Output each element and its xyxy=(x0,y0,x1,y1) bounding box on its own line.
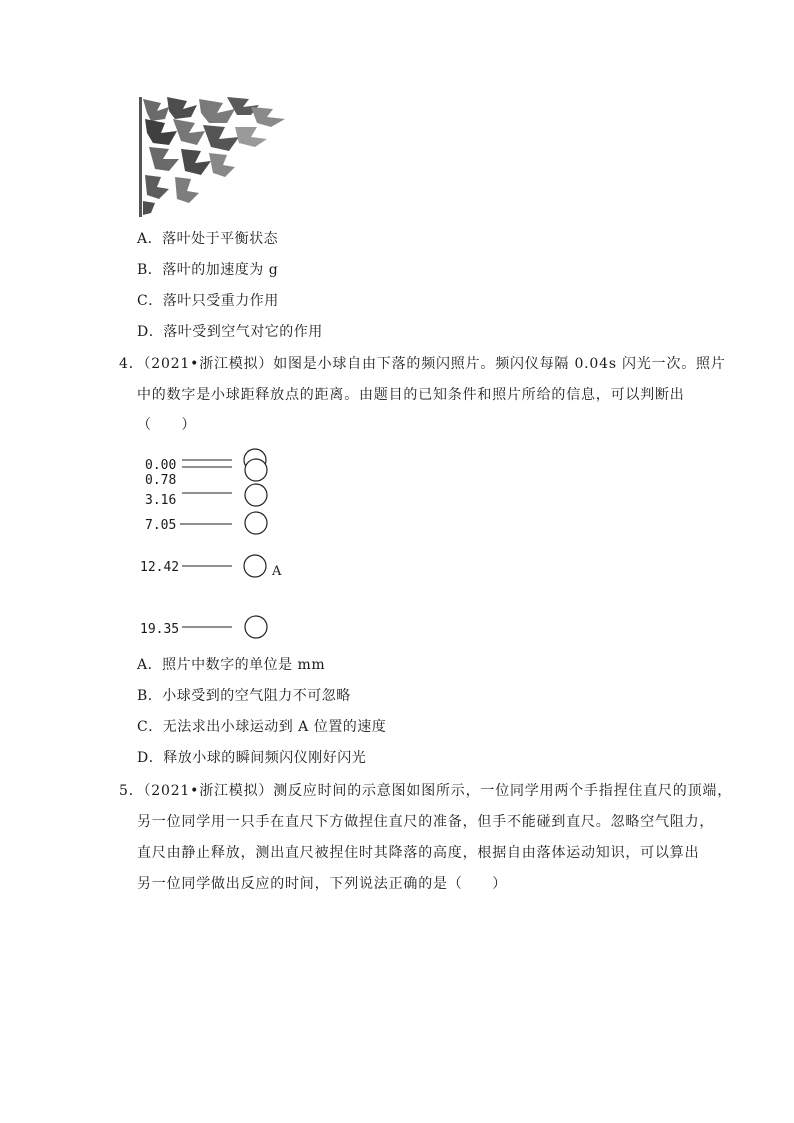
distance-label: 19.35 xyxy=(140,622,180,637)
q4-option-d: D．释放小球的瞬间频闪仪刚好闪光 xyxy=(137,750,367,766)
q4-option-a: A．照片中数字的单位是 mm xyxy=(137,657,326,673)
q5-stem-line-3: 直尺由静止释放，测出直尺被捏住时其降落的高度，根据自由落体运动知识，可以算出 xyxy=(137,845,700,861)
q4-stem-line-1: 4．（2021•浙江模拟）如图是小球自由下落的频闪照片。频闪仪每隔 0.04s 闪光一次。照片 xyxy=(119,356,726,372)
ball xyxy=(245,616,267,638)
q4-stem-line-2: 中的数字是小球距释放点的距离。由题目的已知条件和照片所给的信息，可以判断出 xyxy=(137,387,685,403)
q4-answer-bracket: （ ） xyxy=(137,417,197,433)
q3-option-a: A．落叶处于平衡状态 xyxy=(137,231,279,247)
q5-stem-line-4: 另一位同学做出反应的时间，下列说法正确的是（ ） xyxy=(137,876,507,892)
falling-leaves-image xyxy=(139,97,289,217)
q5-stem-line-2: 另一位同学用一只手在直尺下方做捏住直尺的准备，但手不能碰到直尺。忽略空气阻力， xyxy=(137,814,715,830)
distance-label: 0.00 xyxy=(145,458,177,473)
ball xyxy=(245,512,267,534)
point-a-label: A xyxy=(272,564,282,579)
distance-label: 3.16 xyxy=(145,493,177,508)
q5-stem-line-1: 5．（2021•浙江模拟）测反应时间的示意图如图所示，一位同学用两个手指捏住直尺的顶端， xyxy=(119,783,732,799)
distance-label: 0.78 xyxy=(145,473,177,488)
q3-option-b: B．落叶的加速度为 g xyxy=(137,262,279,278)
q4-option-c: C．无法求出小球运动到 A 位置的速度 xyxy=(137,719,387,735)
q3-option-c: C．落叶只受重力作用 xyxy=(137,293,279,309)
distance-label: 7.05 xyxy=(145,518,177,533)
ball xyxy=(244,555,266,577)
ball xyxy=(245,484,267,506)
q4-option-b: B．小球受到的空气阻力不可忽略 xyxy=(137,688,351,704)
distance-label: 12.42 xyxy=(140,560,180,575)
strobe-photo-diagram xyxy=(130,440,330,650)
ball xyxy=(245,459,267,481)
q3-option-d: D．落叶受到空气对它的作用 xyxy=(137,324,323,340)
